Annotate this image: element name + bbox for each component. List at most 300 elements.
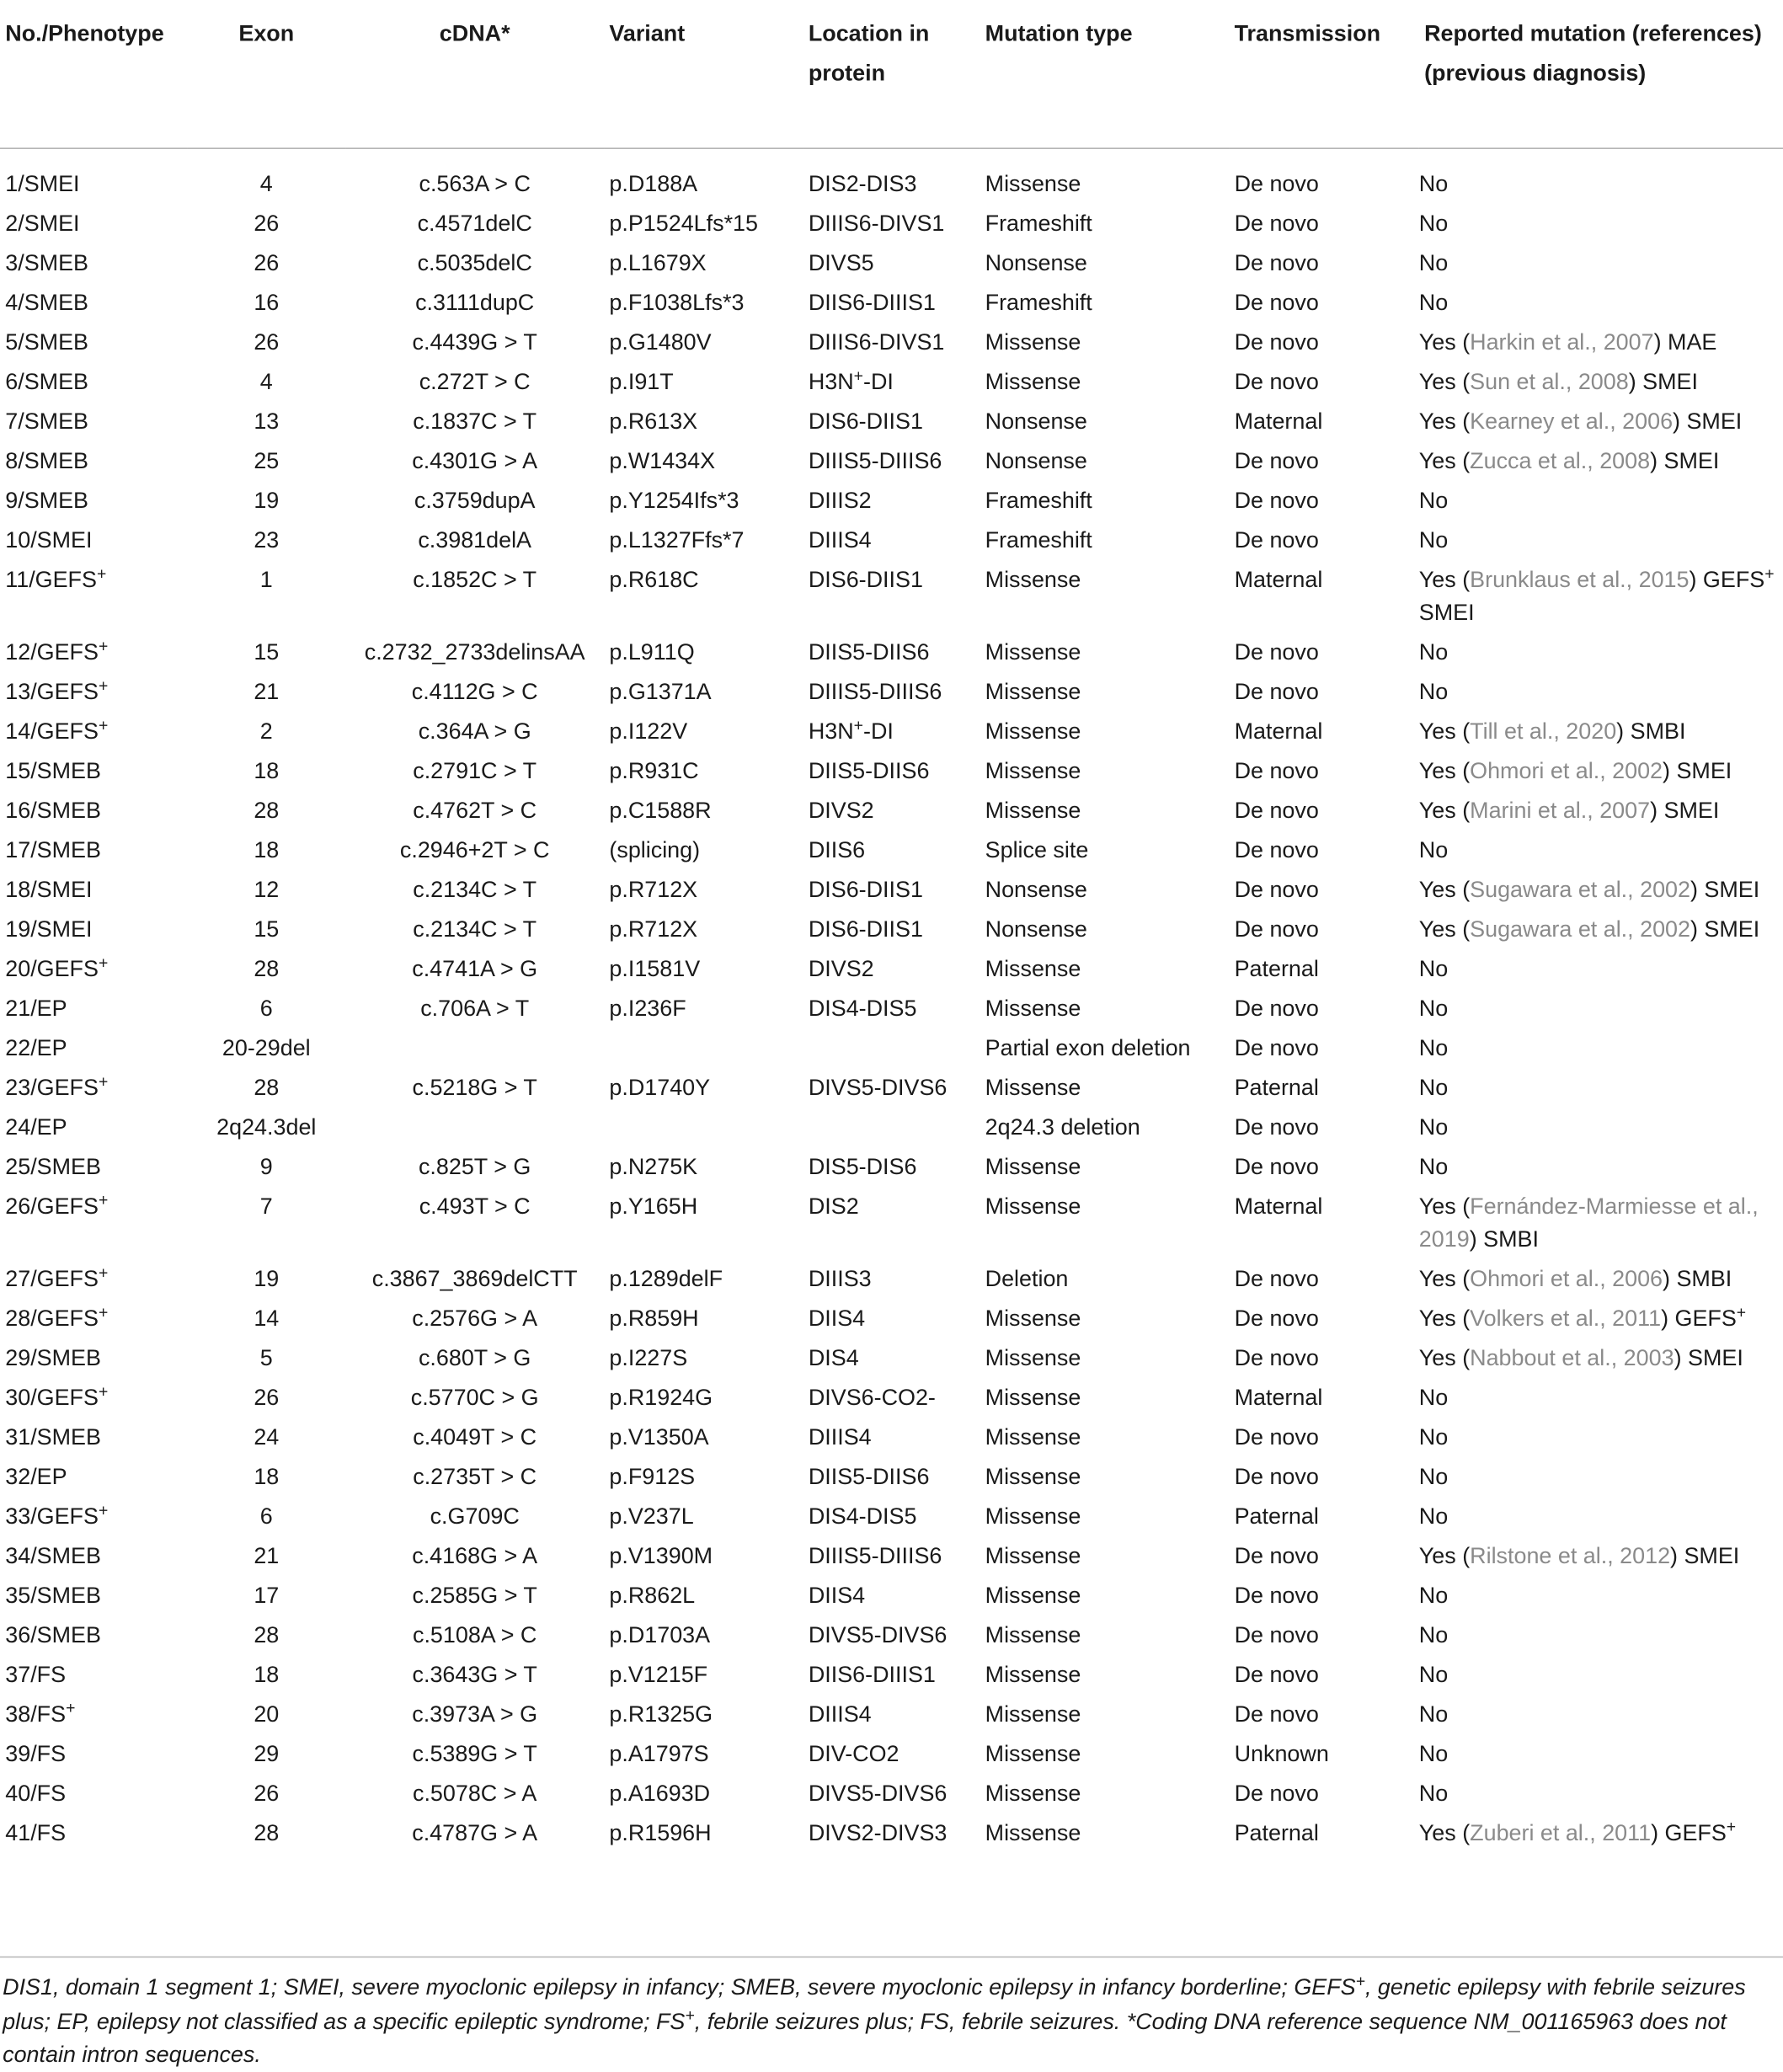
transmission-text: De novo [1234,1660,1319,1688]
exon-text: 17 [254,1581,280,1609]
previous-diagnosis: SMBI [1676,1264,1732,1292]
variant-text: p.N275K [609,1152,698,1180]
cell-phenotype [0,1535,187,1575]
cell-cdna [345,1028,604,1067]
footnote-text-1: DIS1, domain 1 segment 1; SMEI, severe myoclonic epilepsy in infancy; SMEB, severe myoclonic epilepsy in infancy borderline; GEFS [3,1973,1356,2000]
table-row [0,559,1783,632]
cdna-text: c.2791C > T [413,756,537,784]
cell-variant [604,1496,803,1535]
previous-diagnosis: SMEI [1663,796,1720,824]
exon-text: 28 [254,954,280,982]
cell-exon [187,632,345,671]
cell-variant [604,1377,803,1417]
reported-flag: Yes [1418,1264,1456,1292]
cell-exon [187,1338,345,1377]
cdna-text: c.5108A > C [412,1621,537,1648]
cell-reported: Yes (Fernández-Marmiesse et al., 2019) SMBI [1418,1192,1759,1252]
variant-text: p.G1480V [609,328,712,355]
phenotype-superscript: + [66,1698,76,1717]
cell-mutation-type [980,1067,1229,1107]
cell-reported [1419,1694,1783,1733]
table-row [0,1615,1783,1654]
table-row [0,243,1783,282]
transmission-text: De novo [1234,526,1319,553]
location-text: DIIS5-DIIS6 [808,638,930,665]
cell-location [803,988,980,1028]
location-text: DIIS5-DIIS6 [808,1462,930,1490]
transmission-text: De novo [1234,1113,1319,1140]
previous-diagnosis: SMEI [1684,1541,1740,1569]
reported-flag: Yes [1418,915,1456,943]
variant-text: p.V1215F [609,1660,708,1688]
mutation-type-text: Splice site [985,836,1089,863]
cell-mutation-type [980,1186,1229,1258]
cell-exon [187,750,345,790]
cell-location [803,520,980,559]
cell-phenotype [0,282,187,322]
cell-reported [1419,1575,1783,1615]
cell-location [803,948,980,988]
cell-cdna [345,480,604,520]
cell-variant [604,441,803,480]
cell-phenotype [0,869,187,909]
cell-exon [187,1146,345,1186]
cell-mutation-type [980,1535,1229,1575]
cdna-text: c.1837C > T [413,407,537,435]
cell-mutation-type [980,948,1229,988]
table-row [0,441,1783,480]
reported-flag: No [1418,1700,1449,1728]
reference-link: Zucca et al., 2008 [1470,446,1651,474]
cdna-text: c.563A > C [419,170,531,197]
cell-reported [1419,480,1783,520]
cdna-text: c.5218G > T [412,1073,537,1101]
cell-variant [604,948,803,988]
cell-location [803,243,980,282]
cell-mutation-type [980,1615,1229,1654]
phenotype-text: 7/SMEB [5,407,88,435]
cell-cdna [345,790,604,830]
location-text: DIVS6-CO2- [808,1383,936,1411]
cell-exon [187,1067,345,1107]
cell-cdna [345,1694,604,1733]
cell-variant [604,520,803,559]
variant-text: p.I236F [609,994,686,1022]
mutation-type-text: Missense [985,678,1081,705]
mutation-type-text: Missense [985,1700,1081,1728]
cell-transmission [1229,711,1418,750]
cell-exon [187,1694,345,1733]
phenotype-text: 29/SMEB [5,1343,101,1371]
cell-mutation-type [980,1258,1229,1298]
variant-text: p.W1434X [609,446,716,474]
cell-reported [1419,988,1783,1028]
transmission-text: Maternal [1234,718,1323,745]
cell-cdna [345,361,604,401]
cell-variant [604,711,803,750]
reported-flag: Yes [1418,875,1456,903]
cell-reported: Yes (Marini et al., 2007) SMEI [1418,796,1720,824]
cell-cdna [345,711,604,750]
reported-flag: No [1418,1423,1449,1450]
previous-diagnosis-tail: SMEI [1418,599,1475,626]
variant-text: p.G1371A [609,678,712,705]
cell-phenotype [0,441,187,480]
location-text: DIS4-DIS5 [808,1502,917,1530]
cell-mutation-type [980,520,1229,559]
header-row [0,13,1783,149]
header-transmission: Transmission [1229,13,1418,149]
table-row [0,671,1783,711]
cell-mutation-type [980,830,1229,869]
transmission-text: De novo [1234,1581,1319,1609]
cell-location [803,1107,980,1146]
mutation-type-text: Missense [985,1739,1081,1767]
table-body [0,148,1783,1857]
variant-text: p.L1327Ffs*7 [609,526,745,553]
cell-phenotype [0,322,187,361]
cdna-text: c.4571delC [417,210,532,237]
table-row [0,1338,1783,1377]
cell-phenotype [0,203,187,243]
phenotype-superscript: + [98,1072,109,1091]
cell-exon [187,148,345,203]
cell-reported [1419,243,1783,282]
phenotype-text: 12/GEFS [5,638,99,665]
variant-text: p.R862L [609,1581,696,1609]
cell-phenotype [0,1067,187,1107]
cell-mutation-type [980,243,1229,282]
cell-mutation-type [980,559,1229,632]
cell-cdna [345,869,604,909]
reported-flag: No [1418,486,1449,514]
cell-phenotype [0,1654,187,1694]
cell-location [803,1377,980,1417]
table-row [0,1654,1783,1694]
transmission-text: De novo [1234,796,1319,824]
reported-flag: Yes [1418,328,1456,355]
variant-text: p.R859H [609,1304,699,1332]
cell-location [803,1813,980,1857]
cell-cdna [345,1575,604,1615]
table-row [0,401,1783,441]
location-text: DIIIS4 [808,526,872,553]
reported-flag: No [1418,1621,1449,1648]
cell-location [803,401,980,441]
reported-flag: No [1418,1033,1449,1061]
table-row [0,148,1783,203]
cell-mutation-type [980,322,1229,361]
cell-phenotype [0,790,187,830]
variant-text: p.I1581V [609,954,701,982]
cell-location [803,711,980,750]
transmission-text: De novo [1234,288,1319,316]
exon-text: 18 [254,1462,280,1490]
cdna-text: c.G709C [430,1502,520,1530]
phenotype-text: 37/FS [5,1660,67,1688]
cell-cdna [345,909,604,948]
variant-text: p.L911Q [609,638,695,665]
transmission-text: Unknown [1234,1739,1329,1767]
cell-reported [1419,1654,1783,1694]
phenotype-text: 32/EP [5,1462,67,1490]
cell-transmission [1229,1417,1418,1456]
reported-flag: Yes [1418,367,1456,395]
cell-location [803,282,980,322]
location-text: DIIIS5-DIIIS6 [808,678,942,705]
cell-transmission [1229,1377,1418,1417]
cell-transmission [1229,480,1418,520]
cell-cdna [345,559,604,632]
variant-text: p.P1524Lfs*15 [609,210,758,237]
cell-reported: Yes (Nabbout et al., 2003) SMEI [1418,1343,1743,1371]
cdna-text: c.2735T > C [413,1462,537,1490]
cell-phenotype [0,988,187,1028]
mutation-type-text: Missense [985,954,1081,982]
cdna-text: c.2732_2733delinsAA [364,638,585,665]
cell-phenotype [0,1338,187,1377]
cell-phenotype [0,1186,187,1258]
variant-text: p.D188A [609,170,698,197]
transmission-text: De novo [1234,915,1319,943]
cell-reported: Yes (Volkers et al., 2011) GEFS+ [1418,1303,1747,1332]
phenotype-text: 17/SMEB [5,836,101,863]
phenotype-text: 40/FS [5,1779,67,1807]
table-row [0,1258,1783,1298]
transmission-text: De novo [1234,367,1319,395]
cell-variant [604,1067,803,1107]
transmission-text: De novo [1234,210,1319,237]
mutation-type-text: Nonsense [985,915,1087,943]
variant-text: p.R1596H [609,1818,712,1846]
cell-phenotype [0,1456,187,1496]
table-row [0,711,1783,750]
phenotype-text: 19/SMEI [5,915,93,943]
table-row [0,1417,1783,1456]
cdna-text: c.2134C > T [413,875,537,903]
cell-cdna [345,1338,604,1377]
phenotype-text: 18/SMEI [5,875,93,903]
cell-reported: Yes (Sugawara et al., 2002) SMEI [1418,875,1760,903]
phenotype-text: 25/SMEB [5,1152,101,1180]
cell-cdna [345,1773,604,1813]
cell-transmission [1229,1146,1418,1186]
transmission-text: De novo [1234,1541,1319,1569]
cell-transmission [1229,559,1418,632]
previous-diagnosis: SMEI [1663,446,1720,474]
phenotype-superscript: + [98,1190,109,1210]
reported-flag: No [1418,1073,1449,1101]
phenotype-text: 9/SMEB [5,486,88,514]
cell-reported [1419,203,1783,243]
transmission-text: De novo [1234,1033,1319,1061]
cell-location [803,1067,980,1107]
previous-diagnosis: GEFS [1674,1304,1737,1332]
cell-mutation-type [980,1377,1229,1417]
exon-text: 15 [254,915,280,943]
cdna-text: c.4439G > T [412,328,537,355]
reported-flag: No [1418,1779,1449,1807]
cell-mutation-type [980,909,1229,948]
table-row [0,1496,1783,1535]
location-text: H3N [808,367,854,395]
transmission-text: De novo [1234,1264,1319,1292]
transmission-text: Paternal [1234,1073,1319,1101]
cell-exon [187,830,345,869]
cell-transmission [1229,909,1418,948]
exon-text: 21 [254,1541,280,1569]
cell-phenotype [0,243,187,282]
cell-exon [187,1733,345,1773]
cdna-text: c.825T > G [418,1152,531,1180]
reference-link: Ohmori et al., 2002 [1470,756,1663,784]
cell-transmission [1229,1186,1418,1258]
reference-link: Sugawara et al., 2002 [1470,875,1690,903]
cell-cdna [345,948,604,988]
cell-exon [187,909,345,948]
cell-exon [187,441,345,480]
cell-cdna [345,243,604,282]
cell-location [803,1186,980,1258]
variant-text: p.V237L [609,1502,694,1530]
location-text: DIIS6 [808,836,866,863]
cell-transmission [1229,1456,1418,1496]
location-text: DIVS5-DIVS6 [808,1621,948,1648]
cell-location [803,1575,980,1615]
cell-mutation-type [980,1298,1229,1338]
cell-exon [187,790,345,830]
cell-reported: Yes (Ohmori et al., 2006) SMBI [1418,1264,1732,1292]
phenotype-text: 24/EP [5,1113,67,1140]
reference-link: Rilstone et al., 2012 [1470,1541,1671,1569]
location-superscript: + [853,716,864,735]
mutation-type-text: Missense [985,1541,1081,1569]
transmission-text: Maternal [1234,565,1323,593]
table-row [0,1146,1783,1186]
variant-text: p.I122V [609,718,688,745]
reported-flag: Yes [1418,718,1456,745]
variant-text: p.R712X [609,915,698,943]
previous-diagnosis: SMEI [1704,915,1760,943]
variant-text: (splicing) [609,836,701,863]
phenotype-text: 41/FS [5,1818,67,1846]
mutation-type-text: Frameshift [985,526,1092,553]
cell-location [803,830,980,869]
mutation-type-text: Missense [985,1192,1081,1220]
variant-table [0,13,1783,1858]
cell-variant [604,1107,803,1146]
cell-variant [604,480,803,520]
cell-reported: Yes (Zucca et al., 2008) SMEI [1418,446,1720,474]
cell-variant [604,1615,803,1654]
exon-text: 19 [254,486,280,514]
location-text: DIS2 [808,1192,859,1220]
variant-text: p.C1588R [609,796,712,824]
location-text: DIIIS4 [808,1700,872,1728]
location-tail: -DI [863,718,894,745]
cell-cdna [345,1615,604,1654]
phenotype-text: 1/SMEI [5,170,80,197]
exon-text: 28 [254,1073,280,1101]
reported-flag: No [1418,1152,1449,1180]
cell-location [803,559,980,632]
mutation-type-text: Nonsense [985,249,1087,276]
variant-text: p.I91T [609,367,674,395]
mutation-type-text: Missense [985,1423,1081,1450]
variant-text: p.R618C [609,565,699,593]
cell-transmission [1229,830,1418,869]
cell-reported [1419,148,1783,203]
cell-cdna [345,1186,604,1258]
cdna-text: c.3759dupA [414,486,536,514]
cell-variant [604,1456,803,1496]
previous-diagnosis: SMBI [1483,1225,1539,1252]
reference-link: Volkers et al., 2011 [1470,1304,1662,1332]
previous-diagnosis: SMBI [1630,718,1686,745]
table-row [0,988,1783,1028]
cdna-text: c.4301G > A [412,446,538,474]
cell-variant [604,1417,803,1456]
cell-mutation-type [980,203,1229,243]
cell-location [803,790,980,830]
cell-reported: Yes (Zuberi et al., 2011) GEFS+ [1418,1817,1737,1846]
reported-flag: Yes [1418,1818,1456,1846]
cell-reported [1419,1417,1783,1456]
cell-phenotype [0,1298,187,1338]
exon-text: 7 [259,1192,273,1220]
cdna-text: c.493T > C [419,1192,531,1220]
mutation-type-text: Missense [985,1152,1081,1180]
cell-transmission [1229,1733,1418,1773]
cell-transmission [1229,790,1418,830]
reported-flag: No [1418,1462,1449,1490]
cell-variant [604,869,803,909]
phenotype-text: 10/SMEI [5,526,93,553]
cell-reported [1419,282,1783,322]
mutation-type-text: Missense [985,1073,1081,1101]
table-row [0,632,1783,671]
variant-text: p.F912S [609,1462,696,1490]
cell-cdna [345,1107,604,1146]
transmission-text: Paternal [1234,954,1319,982]
cell-transmission [1229,401,1418,441]
reference-link: Sun et al., 2008 [1470,367,1629,395]
cdna-text: c.5389G > T [412,1739,537,1767]
transmission-text: De novo [1234,1343,1319,1371]
variant-text: p.R931C [609,756,699,784]
table-row [0,750,1783,790]
cell-location [803,1298,980,1338]
cell-location [803,909,980,948]
location-text: DIS6-DIIS1 [808,407,923,435]
cell-reported [1419,1028,1783,1067]
phenotype-text: 4/SMEB [5,288,88,316]
transmission-text: De novo [1234,638,1319,665]
cell-exon [187,1107,345,1146]
transmission-text: De novo [1234,1304,1319,1332]
cdna-text: c.706A > T [420,994,530,1022]
previous-diagnosis: GEFS [1702,565,1765,593]
cell-exon [187,988,345,1028]
phenotype-superscript: + [98,953,109,972]
cell-reported [1419,1773,1783,1813]
exon-text: 6 [259,994,273,1022]
previous-diagnosis: SMEI [1676,756,1732,784]
exon-text: 6 [259,1502,273,1530]
mutation-type-text: Missense [985,367,1081,395]
exon-text: 18 [254,756,280,784]
cell-mutation-type [980,790,1229,830]
